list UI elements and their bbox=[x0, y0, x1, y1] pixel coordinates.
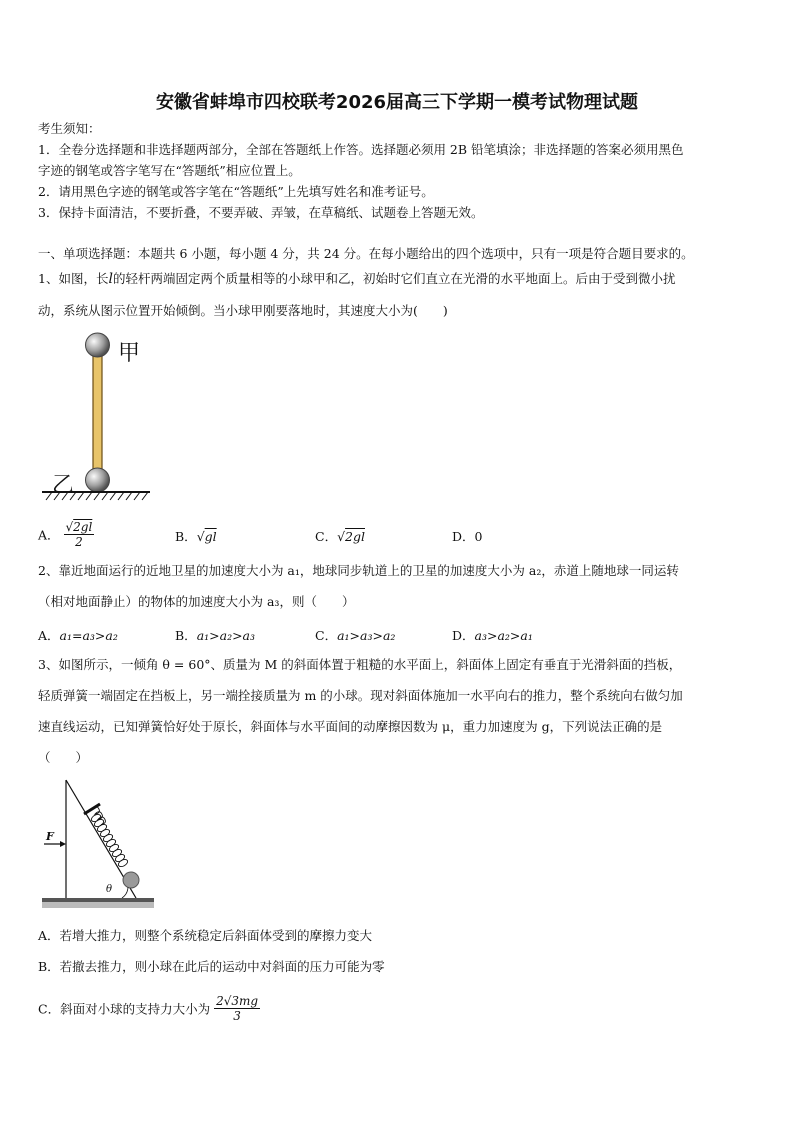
q3-option-c: C．斜面对小球的支持力大小为 $\frac{2√3mg}{3}$ bbox=[38, 994, 259, 1023]
incline-spring-figure bbox=[40, 776, 160, 916]
q1-option-d: D．0 bbox=[452, 529, 483, 544]
question-2-text: 2、靠近地面运行的近地卫星的加速度大小为 a₁，地球同步轨道上的卫星的加速度大小为 a₂，赤道上随地球一同运转 bbox=[38, 563, 679, 578]
notice-heading: 考生须知： bbox=[38, 121, 101, 136]
question-3-text: （ ） bbox=[38, 750, 89, 765]
question-1-text: 1、如图，长l的轻杆两端固定两个质量相等的小球甲和乙，初始时它们直立在光滑的水平地面上。后由于受到微小扰 bbox=[38, 271, 676, 287]
ball-jia bbox=[86, 333, 110, 357]
q2-option-a: A．a₁=a₃>a₂ bbox=[38, 628, 118, 643]
fraction: $\frac{2√3mg}{3}$ bbox=[216, 994, 259, 1023]
question-2-text: （相对地面静止）的物体的加速度大小为 a₃，则（ ） bbox=[38, 594, 355, 609]
ball-yi bbox=[86, 468, 110, 492]
fraction: $\frac{√2gl}{2}$ bbox=[65, 520, 93, 549]
force-label: F bbox=[46, 830, 54, 843]
q2-option-b: B．a₁>a₂>a₃ bbox=[175, 628, 256, 643]
spring bbox=[90, 813, 129, 868]
arrow-head-icon bbox=[60, 841, 66, 847]
ground-bar bbox=[42, 898, 154, 902]
page-title: 安徽省蚌埠市四校联考2026届高三下学期一模考试物理试题 bbox=[155, 92, 639, 113]
question-3-text: 3、如图所示，一倾角 θ = 60°、质量为 M 的斜面体置于粗糙的水平面上，斜面体上固定有垂直于光滑斜面的挡板， bbox=[38, 657, 682, 672]
notice-item: 3．保持卡面清洁，不要折叠，不要弄破、弄皱，在草稿纸、试题卷上答题无效。 bbox=[38, 205, 484, 220]
q3-option-b: B．若撤去推力，则小球在此后的运动中对斜面的压力可能为零 bbox=[38, 959, 385, 974]
q1-option-a: A． $\frac{√2gl}{2}$ bbox=[38, 520, 93, 549]
question-3-text: 速直线运动，已知弹簧恰好处于原长，斜面体与水平面间的动摩擦因数为 μ，重力加速度为 g，下列说法正确的是 bbox=[38, 719, 663, 734]
notice-item: 字迹的钢笔或答字笔写在“答题纸”相应位置上。 bbox=[38, 163, 301, 178]
q2-option-d: D．a₃>a₂>a₁ bbox=[452, 628, 533, 643]
notice-item: 2．请用黑色字迹的钢笔或答字笔在“答题纸”上先填写姓名和准考证号。 bbox=[38, 184, 434, 199]
ground-fill bbox=[42, 902, 154, 908]
label-jia: 甲 bbox=[118, 341, 141, 366]
notice-item: 1．全卷分选择题和非选择题两部分，全部在答题纸上作答。选择题必须用 2B 铅笔填涂；非选择题的答案必须用黑色 bbox=[38, 142, 684, 157]
angle-arc bbox=[122, 887, 128, 898]
small-ball bbox=[123, 872, 139, 888]
q1-option-b: B．√gl bbox=[175, 529, 217, 544]
q3-option-a: A．若增大推力，则整个系统稳定后斜面体受到的摩擦力变大 bbox=[38, 928, 373, 943]
question-3-text: 轻质弹簧一端固定在挡板上，另一端拴接质量为 m 的小球。现对斜面体施加一水平向右的推力，整个系统向右做匀加 bbox=[38, 688, 683, 703]
q2-option-c: C．a₁>a₃>a₂ bbox=[315, 628, 396, 643]
light-rod bbox=[93, 352, 102, 480]
label-yi: 乙 bbox=[52, 473, 75, 498]
section-heading: 一、单项选择题：本题共 6 小题，每小题 4 分，共 24 分。在每小题给出的四个选项中，只有一项是符合题目要求的。 bbox=[38, 246, 694, 261]
q1-option-c: C．√2gl bbox=[315, 529, 365, 544]
angle-label: θ bbox=[106, 884, 113, 895]
question-1-text: 动，系统从图示位置开始倾倒。当小球甲刚要落地时，其速度大小为( ) bbox=[38, 303, 448, 318]
